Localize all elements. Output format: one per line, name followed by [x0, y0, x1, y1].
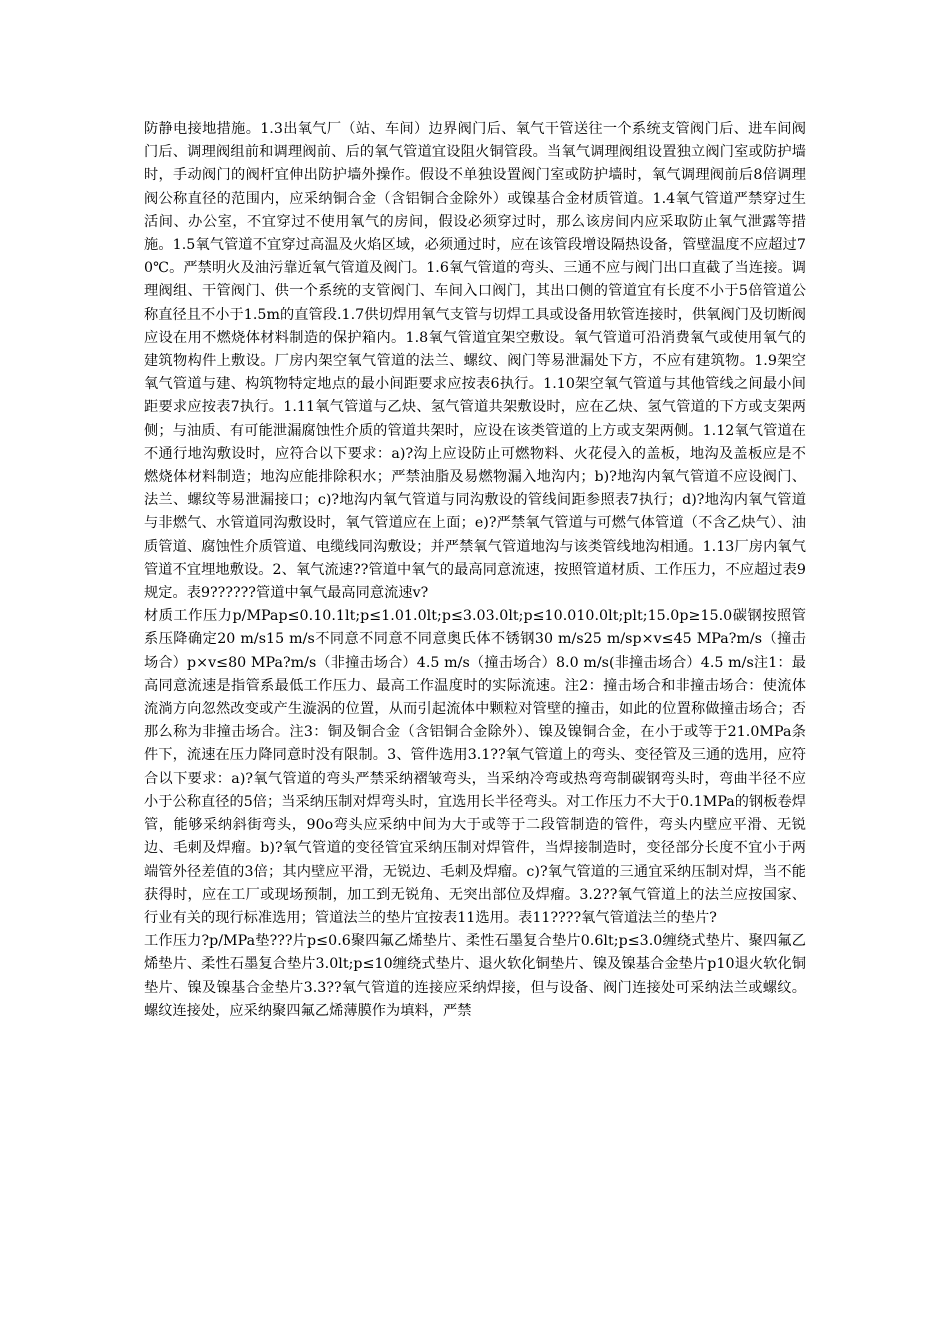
paragraph-pipeline-installation: 防静电接地措施。1.3出氧气厂（站、车间）边界阀门后、氧气干管送往一个系统支管阀门后、进车间阀门后、调理阀组前和调理阀前、后的氧气管道宜设阻火铜管段。当氧气调理阀组设置独立阀门室或防护墙时，手动阀门的阀杆宜伸出防护墙外操作。假设不单独设置阀门室或防护墙时，氧气调理阀前后8倍调理阀公称直径的范围内，应采纳铜合金（含铝铜合金除外）或镍基合金材质管道。1.4氧气管道严禁穿过生活间、办公室，不宜穿过不使用氧气的房间，假设必须穿过时，那么该房间内应采取防止氧气泄露等措施。1.5氧气管道不宜穿过高温及火焰区域，必须通过时，应在该管段增设隔热设备，管壁温度不应超过70℃。严禁明火及油污靠近氧气管道及阀门。1.6氧气管道的弯头、三通不应与阀门出口直截了当连接。调理阀组、干管阀门、供一个系统的支管阀门、车间入口阀门，其出口侧的管道宜有长度不小于5倍管道公称直径且不小于1.5m的直管段.1.7供切焊用氧气支管与切焊工具或设备用软管连接时，供氧阀门及切断阀应设在用不燃烧体材料制造的保护箱内。1.8氧气管道宜架空敷设。氧气管道可沿消费氧气或使用氧气的建筑物构件上敷设。厂房内架空氧气管道的法兰、螺纹、阀门等易泄漏处下方，不应有建筑物。1.9架空氧气管道与建、构筑物特定地点的最小间距要求应按表6执行。1.10架空氧气管道与其他管线之间最小间距要求应按表7执行。1.11氧气管道与乙炔、氢气管道共架敷设时，应在乙炔、氢气管道的下方或支架两侧；与油质、有可能泄漏腐蚀性介质的管道共架时，应设在该类管道的上方或支架两侧。1.12氧气管道在不通行地沟敷设时，应符合以下要求：a)?沟上应设防止可燃物料、火花侵入的盖板，地沟及盖板应是不燃烧体材料制造；地沟应能排除积水；严禁油脂及易燃物漏入地沟内；b)?地沟内氧气管道不应设阀门、法兰、螺纹等易泄漏接口；c)?地沟内氧气管道与同沟敷设的管线间距参照表7执行；d)?地沟内氧气管道与非燃气、水管道同沟敷设时，氧气管道应在上面；e)?严禁氧气管道与可燃气体管道（不含乙炔气）、油质管道、腐蚀性介质管道、电缆线同沟敷设；并严禁氧气管道地沟与该类管线地沟相通。1.13厂房内氧气管道不宜埋地敷设。2、氧气流速??管道中氧气的最高同意流速，按照管道材质、工作压力，不应超过表9规定。表9??????管道中氧气最高同意流速v?	[144, 121, 806, 602]
document-body	[144, 118, 806, 1023]
paragraph-flow-velocity-and-fittings: 材质工作压力p/MPap≤0.10.1lt;p≤1.01.0lt;p≤3.03.0lt;p≤10.010.0lt;plt;15.0p≥15.0碳钢按照管系压降确定20 m/s15 m/s不同意不同意不同意奥氏体不锈钢30 m/s25 m/sp×v≤45 MPa?m/s（撞击场合）p×v≤80 MPa?m/s（非撞击场合）4.5 m/s（撞击场合）8.0 m/s(非撞击场合）4.5 m/s注1：最高同意流速是指管系最低工作压力、最高工作温度时的实际流速。注2：撞击场合和非撞击场合：使流体流淌方向忽然改变或产生漩涡的位置，从而引起流体中颗粒对管壁的撞击，如此的位置称做撞击场合；否那么称为非撞击场合。注3：铜及铜合金（含铝铜合金除外）、镍及镍铜合金，在小于或等于21.0MPa条件下，流速在压力降同意时没有限制。3、管件选用3.1??氧气管道上的弯头、变径管及三通的选用，应符合以下要求：a)?氧气管道的弯头严禁采纳褶皱弯头，当采纳冷弯或热弯弯制碳钢弯头时，弯曲半径不应小于公称直径的5倍；当采纳压制对焊弯头时，宜选用长半径弯头。对工作压力不大于0.1MPa的钢板卷焊管，能够采纳斜街弯头，90o弯头应采纳中间为大于或等于二段管制造的管件，弯头内壁应平滑、无锐边、毛刺及焊瘤。b)?氧气管道的变径管宜采纳压制对焊管件，当焊接制造时，变径部分长度不宜小于两端管外径差值的3倍；其内壁应平滑，无锐边、毛刺及焊瘤。c)?氧气管道的三通宜采纳压制对焊，当不能获得时，应在工厂或现场预制，加工到无锐角、无突出部位及焊瘤。3.2??氧气管道上的法兰应按国家、行业有关的现行标准选用；管道法兰的垫片宜按表11选用。表11????氧气管道法兰的垫片?	[144, 608, 806, 926]
paragraph-flange-gaskets: 工作压力?p/MPa垫???片p≤0.6聚四氟乙烯垫片、柔性石墨复合垫片0.6lt;p≤3.0缠绕式垫片、聚四氟乙烯垫片、柔性石墨复合垫片3.0lt;p≤10缠绕式垫片、退火软化铜垫片、镍及镍基合金垫片p10退火软化铜垫片、镍及镍基合金垫片3.3??氧气管道的连接应采纳焊接，但与设备、阀门连接处可采纳法兰或螺纹。螺纹连接处，应采纳聚四氟乙烯薄膜作为填料，严禁	[144, 933, 806, 1019]
